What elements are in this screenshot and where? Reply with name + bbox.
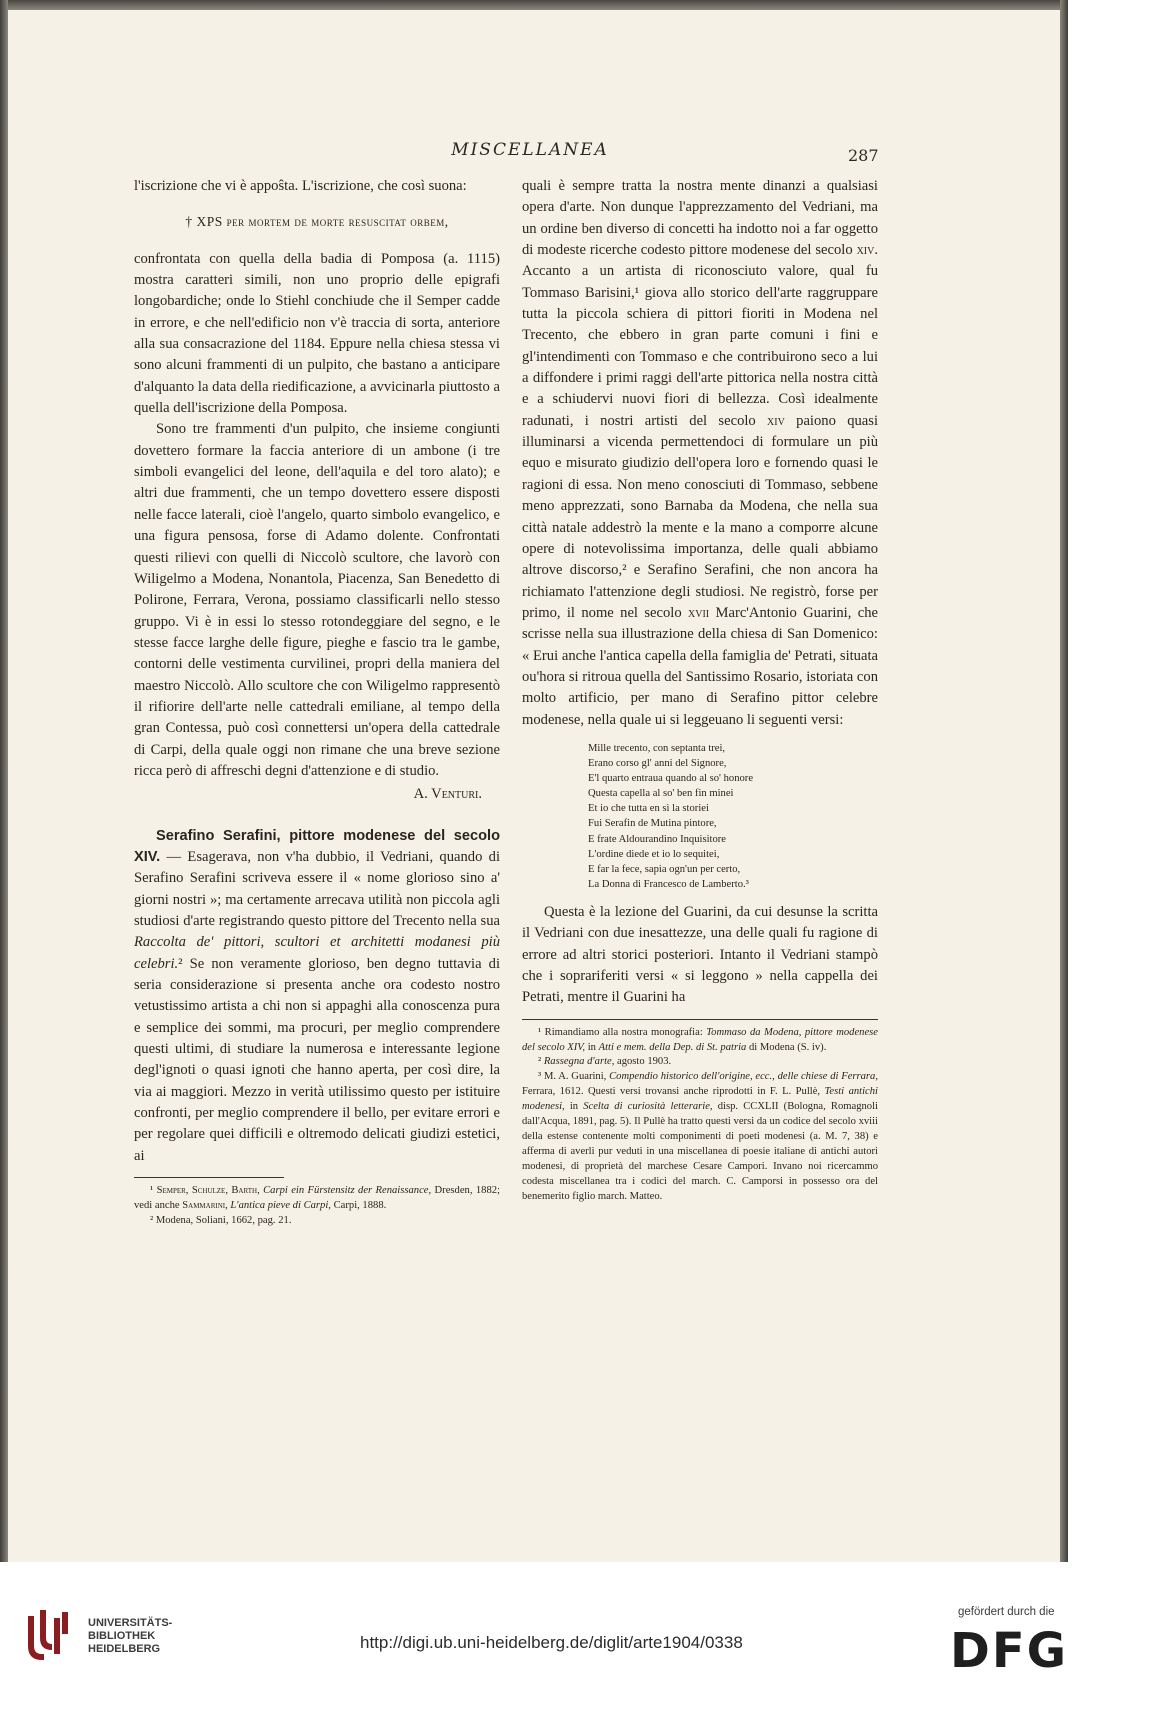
page-number: 287 bbox=[848, 146, 879, 165]
poem-line: Et io che tutta en sì la storiei bbox=[588, 803, 709, 815]
dfg-logo: DFG bbox=[950, 1623, 1069, 1679]
footnotes bbox=[134, 1184, 500, 1229]
poem-line: La Donna di Francesco de Lamberto.³ bbox=[588, 878, 749, 890]
footnote: ¹ Semper, Schulze, Barth, Carpi ein Fürstensitz der Renaissance, Dresden, 1882; vedi anche Sammarini, L'antica pieve di Carpi, Carpi, 1888. bbox=[134, 1185, 500, 1212]
intro-text: l'iscrizione che vi è appoŝta. L'iscrizione, che così suona: bbox=[134, 178, 467, 194]
footnote-rule bbox=[134, 1177, 284, 1178]
poem-line: Questa capella al so' ben fin minei bbox=[588, 788, 734, 800]
footnote-rule bbox=[522, 1019, 878, 1020]
library-name: UNIVERSITÄTS- BIBLIOTHEK HEIDELBERG bbox=[88, 1617, 173, 1655]
paragraph: quali è sempre tratta la nostra mente dinanzi a qualsiasi opera d'arte. Non dunque l'apprezzamento del Vedriani, ma un ordine ben diverso di concetti ha indotto noi a far oggetto di modeste ricerche codesto pittore modenese del secolo xiv. Accanto a un artista di riconosciuto valore, qual fu Tommaso Barisini,¹ giova allo storico dell'arte raggruppare tutta la piccola schiera di pittori fioriti in Modena nel Trecento, che ebbero in gran parte comuni i fini e gl'intendimenti con Tommaso e che contribuirono seco a lui a diffondere i primi raggi dell'arte pittorica nella nostra città e a schiudervi nuovi fiori di bellezza. Così idealmente radunati, i nostri artisti del secolo xiv paiono quasi illuminarsi a vicenda permettendoci di formulare un più equo e misurato giudizio dell'opera loro e fornendo quasi le ragioni di essa. Non meno conosciuti di Tommaso, sebbene meno apprezzati, sono Barnaba da Modena, che nella sua città natale addestrò la mente e la mano a comporre alcune opere di notevolissima importanza, delle quali abbiamo altrove discorso,² e Serafino Serafini, che non ancora ha richiamato l'attenzione degli studiosi. Ne registrò, forse per primo, il nome nel secolo xvii Marc'Antonio Guarini, che scrisse nella sua illustrazione della chiesa di San Domenico: « Erui anche l'antica capella della famiglia de' Petrati, situata ou'hora si ritroua quella del Santissimo Rosario, istoriata con molto artificio, per mano di Serafino pittor celebre modenese, nella quale ui si leggeuano li seguenti versi: bbox=[522, 178, 878, 728]
poem-line: E'l quarto entraua quando al so' honore bbox=[588, 773, 754, 785]
section-text: ² Se non veramente glorioso, ben degno tuttavia di seria considerazione si presenta anche ora codesto nostro vetustissimo artista a chi non si appaghi alla conoscenza pura e semplice dei sommi, ma procuri, per meglio comprendere questi ultimi, di studiare la numerosa e interessante legione degl'ignoti o quasi ignoti che hanno aperta, per così dire, la via ai maggiori. Mezzo in verità utilissimo questo per istituire confronti, per meglio comprendere il bello, per evitare errori e per regolare quei difficili e oltremodo delicati giudizi estetici, ai bbox=[134, 955, 500, 1164]
poem-line: Fui Serafin de Mutina pintore, bbox=[588, 818, 717, 830]
footnote: ¹ Rimandiamo alla nostra monografia: Tommaso da Modena, pittore modenese del secolo XIV, in Atti e mem. della Dep. di St. patria di Modena (S. iv). bbox=[522, 1026, 878, 1053]
scan-top-edge bbox=[0, 0, 1068, 10]
work-title: Raccolta de' pittori, scultori et architetti modanesi più celebri. bbox=[134, 934, 500, 972]
scan-left-edge bbox=[0, 0, 8, 1562]
poem-line: L'ordine diede et io lo sequitei, bbox=[588, 848, 720, 860]
running-header: MISCELLANEA bbox=[451, 140, 609, 160]
poem-line: Mille trecento, con septanta trei, bbox=[588, 742, 726, 754]
viewer-footer bbox=[0, 1562, 1168, 1716]
section-paragraph bbox=[134, 826, 500, 1168]
inscription: † XPS per mortem de morte resuscitat orbem, bbox=[185, 214, 449, 230]
paragraph: Sono tre frammenti d'un pulpito, che insieme congiunti dovettero formare la faccia anteriore di un ambone (i tre simboli evangelici del leone, dell'aquila e del toro alato); e altri due frammenti, che un tempo dovettero essere disposti nelle facce laterali, cioè l'angelo, quarto simbolo evangelico, e una figura pensosa, forse di Adamo dolente. Confrontati questi rilievi con quelli di Niccolò scultore, che lavorò con Wiligelmo a Modena, Nonantola, Piacenza, San Benedetto di Polirone, Ferrara, Verona, possiamo classificarli nello stesso gruppo. Vi è in essi lo stesso rotondeggiare del segno, e le stesse facce larghe delle figure, pieghe e fascio tra le gambe, contorni delle vestimenta curvilinei, propri della maniera del maestro Niccolò. Allo scultore che con Wiligelmo rappresentò il rifiorire dell'arte nelle cattedrali emiliane, al tempo della gran Contessa, può così connettersi un'opera della cattedrale di Carpi, della quale oggi non rimane che una breve sezione ricca però di affreschi degni d'attenzione e di studio. bbox=[134, 421, 500, 779]
poem bbox=[588, 741, 878, 892]
paragraph: Questa è la lezione del Guarini, da cui desunse la scritta il Vedriani con due inesattezze, una delle quali fu ragione di errore ad altri storici posteriori. Intanto il Vedriani stampò che i soprariferiti versi « si leggono » nella cappella dei Petrati, mentre il Guarini ha bbox=[522, 903, 878, 1006]
section-text: — Esagerava, non v'ha dubbio, il Vedriani, quando di Serafino Serafini scriveva essere il « nome glorioso sino a' giorni nostri »; ma certamente arrecava utilità non piccola agli studiosi d'arte registrando questo pittore del Trecento nella sua bbox=[134, 848, 500, 929]
paragraph: confrontata con quella della badia di Pomposa (a. 1115) mostra caratteri simili, non uno proprio delle epigrafi longobardiche; onde lo Stiehl conchiude che il Semper cadde in errore, e che nell'edificio non v'è traccia di sorta, anteriore alla sua consacrazione del 1184. Eppure nella chiesa stessa vi sono alcuni frammenti di un pulpito, che bastano a anticipare d'alquanto la data della riedificazione, a avvicinarla piuttosto a quella dell'iscrizione della Pomposa. bbox=[134, 250, 500, 417]
footnote: ² Rassegna d'arte, agosto 1903. bbox=[538, 1056, 672, 1068]
left-column bbox=[134, 176, 500, 1229]
footnotes bbox=[522, 1026, 878, 1205]
poem-line: E far la fece, sapia ogn'un per certo, bbox=[588, 863, 741, 875]
author-signature: A. Venturi. bbox=[413, 786, 482, 803]
footnote: ³ M. A. Guarini, Compendio historico dell'origine, ecc., delle chiese di Ferrara, Ferrara, 1612. Questi versi trovansi anche riprodotti in F. L. Pullè, Testi antichi modenesi, in Scelta di curiosità letterarie, disp. CCXLII (Bologna, Romagnoli dall'Acqua, 1891, pag. 5). Il Pullè ha tratto questi versi da un codice del secolo xviii della estense contenente molti componimenti di poeti modenesi (a. M. 7, 38) e afferma di averli pur veduti in una miscellanea di poesie italiane di antichi autori modenesi, di proprietà del marchese Cesare Campori. Invano noi ricercammo codesta miscellanea tra i codici del march. C. Camporsi in possesso ora del benemerito figlio march. Matteo. bbox=[522, 1071, 879, 1202]
permalink-url[interactable]: http://digi.ub.uni-heidelberg.de/diglit/arte1904/0338 bbox=[360, 1633, 743, 1652]
right-column bbox=[522, 176, 878, 1204]
scan-right-edge bbox=[1060, 0, 1068, 1562]
footnote: ² Modena, Soliani, 1662, pag. 21. bbox=[150, 1214, 292, 1226]
sponsor-label: gefördert durch die bbox=[958, 1606, 1055, 1618]
poem-line: E frate Aldourandino Inquisitore bbox=[588, 833, 726, 845]
poem-line: Erano corso gl' anni del Signore, bbox=[588, 758, 727, 770]
university-library-logo-icon bbox=[22, 1608, 72, 1662]
section-title: Serafino Serafini, pittore modenese del secolo XIV. bbox=[134, 827, 500, 865]
